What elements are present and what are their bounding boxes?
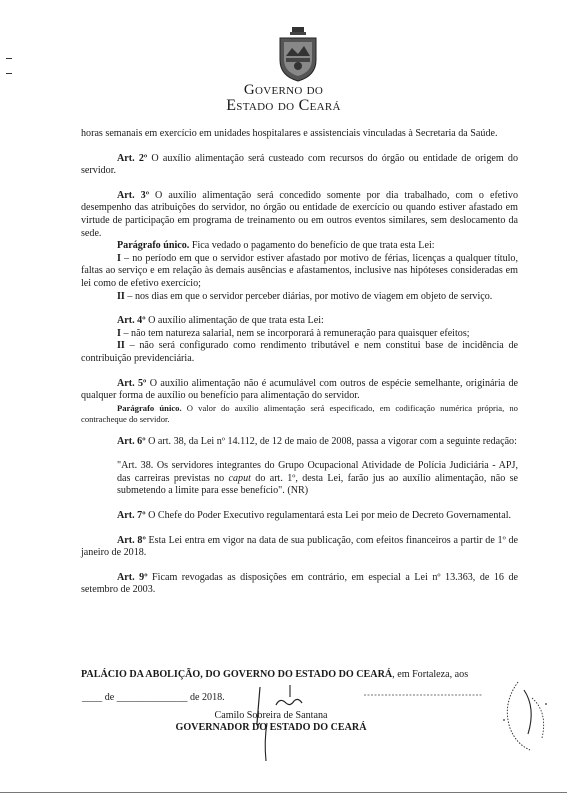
article-4 bbox=[81, 315, 518, 328]
date-line: ____ de ______________ de 2018. bbox=[82, 691, 225, 703]
article-3 bbox=[81, 190, 518, 240]
signer-name: Camilo Sobreira de Santana bbox=[214, 710, 328, 721]
article-2 bbox=[81, 153, 518, 178]
quote-text: do art. 1º, desta Lei, farão jus ao auxílio alimentação, não se submetendo a limite para esse benefício". (NR) bbox=[117, 472, 518, 497]
article-3-item-ii bbox=[81, 291, 518, 304]
header-line2: Estado do Ceará bbox=[226, 97, 341, 114]
article-3-item-i bbox=[81, 253, 518, 291]
article-5 bbox=[81, 378, 518, 403]
paragraph-text: Fica vedado o pagamento do benefício de que trata esta Lei: bbox=[189, 240, 435, 252]
item-label: II bbox=[117, 340, 125, 352]
article-text: Esta Lei entra em vigor na data de sua publicação, com efeitos financeiros a partir de 1º de janeiro de 2018. bbox=[81, 534, 518, 559]
article-9 bbox=[81, 572, 518, 597]
article-label: Art. 5º bbox=[117, 377, 147, 389]
article-label: Art. 2º bbox=[117, 152, 148, 164]
article-label: Art. 9º bbox=[117, 571, 148, 583]
article-text: Ficam revogadas as disposições em contrário, em especial a Lei nº 13.363, de 16 de setembro de 2003. bbox=[81, 571, 518, 596]
article-text: O auxílio alimentação será custeado com recursos do órgão ou entidade de origem do servidor. bbox=[81, 152, 518, 177]
quote-italic: caput bbox=[228, 472, 251, 484]
item-label: I bbox=[117, 252, 121, 264]
article-6 bbox=[81, 436, 518, 449]
state-seal-icon bbox=[276, 26, 320, 82]
paragraph: horas semanais em exercício em unidades hospitalares e assistenciais vinculadas à Secretaria da Saúde. bbox=[81, 128, 498, 139]
margin-tick bbox=[6, 73, 12, 74]
document-body bbox=[81, 128, 518, 597]
item-label: I bbox=[117, 327, 121, 339]
article-text: O auxílio alimentação de que trata esta Lei: bbox=[145, 315, 324, 327]
article-text: O auxílio alimentação não é acumulável com outros de espécie semelhante, originária de qualquer forma de auxílio ou benefício para alimentação do servidor. bbox=[81, 377, 518, 402]
article-text: O art. 38, da Lei nº 14.112, de 12 de maio de 2008, passa a vigorar com a seguinte redação: bbox=[145, 435, 517, 447]
signature-line bbox=[364, 692, 484, 698]
article-5-sole-paragraph bbox=[81, 403, 518, 425]
article-label: Art. 7º bbox=[117, 510, 146, 522]
article-3-sole-paragraph bbox=[81, 240, 518, 253]
rubric-icon bbox=[496, 678, 556, 758]
article-label: Art. 6º bbox=[117, 435, 146, 447]
paragraph-label: Parágrafo único. bbox=[117, 240, 190, 252]
paragraph-label: Parágrafo único. bbox=[117, 402, 182, 413]
article-label: Art. 8º bbox=[117, 534, 146, 546]
quoted-article-38 bbox=[81, 460, 518, 498]
signer-title: GOVERNADOR DO ESTADO DO CEARÁ bbox=[175, 722, 367, 733]
article-text: O auxílio alimentação será concedido somente por dia trabalhado, com o efetivo desempenho das atribuições do servidor, no órgão ou entidade de exercício ou quando estiver afastado em virtude de participação em programa de treinamento ou em outros eventos similares, sem deslocamento da sede. bbox=[81, 189, 518, 239]
paragraph-text: O valor do auxílio alimentação será especificado, em codificação numérica própria, no contracheque do servidor. bbox=[81, 402, 518, 424]
article-text: O Chefe do Poder Executivo regulamentará esta Lei por meio de Decreto Governamental. bbox=[145, 510, 512, 522]
article-7 bbox=[81, 510, 518, 523]
quote-text: "Art. 38. Os servidores integrantes do Grupo Ocupacional Atividade de Polícia Judiciária - APJ, das carreiras previstas no bbox=[117, 460, 518, 484]
item-text: – no período em que o servidor estiver afastado por motivo de férias, licenças a qualquer título, faltas ao serviço e em relação às demais ausências e afastamentos, inclusive nas hipóteses consideradas em lei como de efetivo exercício; bbox=[81, 252, 518, 289]
signature-icon bbox=[246, 683, 316, 763]
closing-text: , em Fortaleza, aos bbox=[392, 669, 469, 681]
closing-statement bbox=[81, 669, 518, 682]
header-line1: Governo do bbox=[243, 82, 324, 98]
article-4-item-ii bbox=[81, 340, 518, 365]
article-label: Art. 3º bbox=[117, 189, 150, 201]
margin-tick bbox=[6, 58, 12, 59]
article-4-item-i bbox=[81, 328, 518, 341]
item-text: – não tem natureza salarial, nem se incorporará à remuneração para quaisquer efeitos; bbox=[120, 327, 470, 339]
closing-bold: PALÁCIO DA ABOLIÇÃO, DO GOVERNO DO ESTADO DO CEARÁ bbox=[81, 669, 393, 681]
footer-rule bbox=[0, 792, 567, 793]
article-8 bbox=[81, 535, 518, 560]
article-label: Art. 4º bbox=[117, 315, 146, 327]
item-label: II bbox=[117, 290, 125, 302]
item-text: – não será configurado como rendimento tributável e nem constitui base de incidência de contribuição previdenciária. bbox=[81, 340, 518, 364]
item-text: – nos dias em que o servidor perceber diárias, por motivo de viagem em objeto de serviço. bbox=[124, 290, 493, 302]
